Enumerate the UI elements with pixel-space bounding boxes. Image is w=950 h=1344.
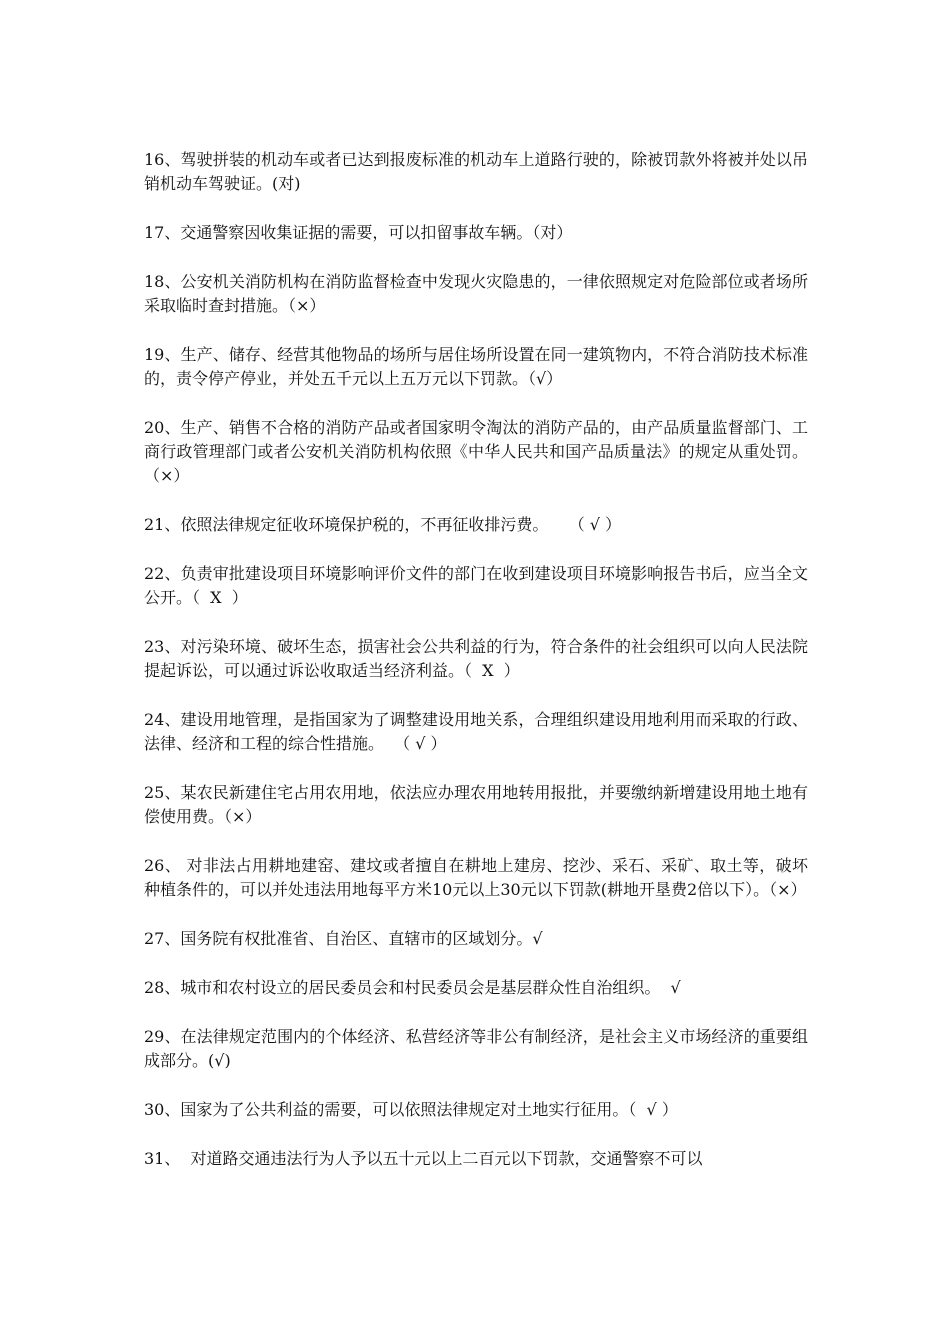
question-item-24: 24、建设用地管理，是指国家为了调整建设用地关系，合理组织建设用地利用而采取的行政、法律、经济和工程的综合性措施。 （ √ ） bbox=[144, 710, 808, 753]
question-item-29: 29、在法律规定范围内的个体经济、私营经济等非公有制经济，是社会主义市场经济的重要组成部分。(√) bbox=[144, 1027, 808, 1070]
question-item-30: 30、国家为了公共利益的需要，可以依照法律规定对土地实行征用。（ √ ） bbox=[144, 1100, 678, 1119]
question-item-22: 22、负责审批建设项目环境影响评价文件的部门在收到建设项目环境影响报告书后，应当全文公开。（ X ） bbox=[144, 564, 808, 607]
question-item-25: 25、某农民新建住宅占用农用地，依法应办理农用地转用报批，并要缴纳新增建设用地土地有偿使用费。（×） bbox=[144, 783, 808, 826]
question-item-20: 20、生产、销售不合格的消防产品或者国家明令淘汰的消防产品的，由产品质量监督部门、工商行政管理部门或者公安机关消防机构依照《中华人民共和国产品质量法》的规定从重处罚。（×） bbox=[144, 418, 808, 485]
question-item-26: 26、 对非法占用耕地建窑、建坟或者擅自在耕地上建房、挖沙、采石、采矿、取土等，破坏种植条件的，可以并处违法用地每平方米10元以上30元以下罚款(耕地开垦费2倍以下）。（×） bbox=[144, 856, 808, 899]
question-item-21: 21、依照法律规定征收环境保护税的，不再征收排污费。 （ √ ） bbox=[144, 515, 622, 534]
question-item-18: 18、公安机关消防机构在消防监督检查中发现火灾隐患的，一律依照规定对危险部位或者场所采取临时查封措施。（×） bbox=[144, 272, 808, 315]
question-item-16: 16、驾驶拼装的机动车或者已达到报废标准的机动车上道路行驶的，除被罚款外将被并处以吊销机动车驾驶证。(对) bbox=[144, 150, 808, 193]
question-item-19: 19、生产、储存、经营其他物品的场所与居住场所设置在同一建筑物内，不符合消防技术标准的，责令停产停业，并处五千元以上五万元以下罚款。（√） bbox=[144, 345, 808, 388]
question-item-28: 28、城市和农村设立的居民委员会和村民委员会是基层群众性自治组织。 √ bbox=[144, 978, 681, 997]
question-item-31: 31、 对道路交通违法行为人予以五十元以上二百元以下罚款，交通警察不可以 bbox=[144, 1149, 703, 1168]
question-item-17: 17、交通警察因收集证据的需要，可以扣留事故车辆。（对） bbox=[144, 223, 573, 242]
question-item-27: 27、国务院有权批准省、自治区、直辖市的区域划分。√ bbox=[144, 929, 543, 948]
document-body bbox=[144, 148, 808, 1196]
question-item-23: 23、对污染环境、破坏生态，损害社会公共利益的行为，符合条件的社会组织可以向人民法院提起诉讼，可以通过诉讼收取适当经济利益。（ X ） bbox=[144, 637, 808, 680]
